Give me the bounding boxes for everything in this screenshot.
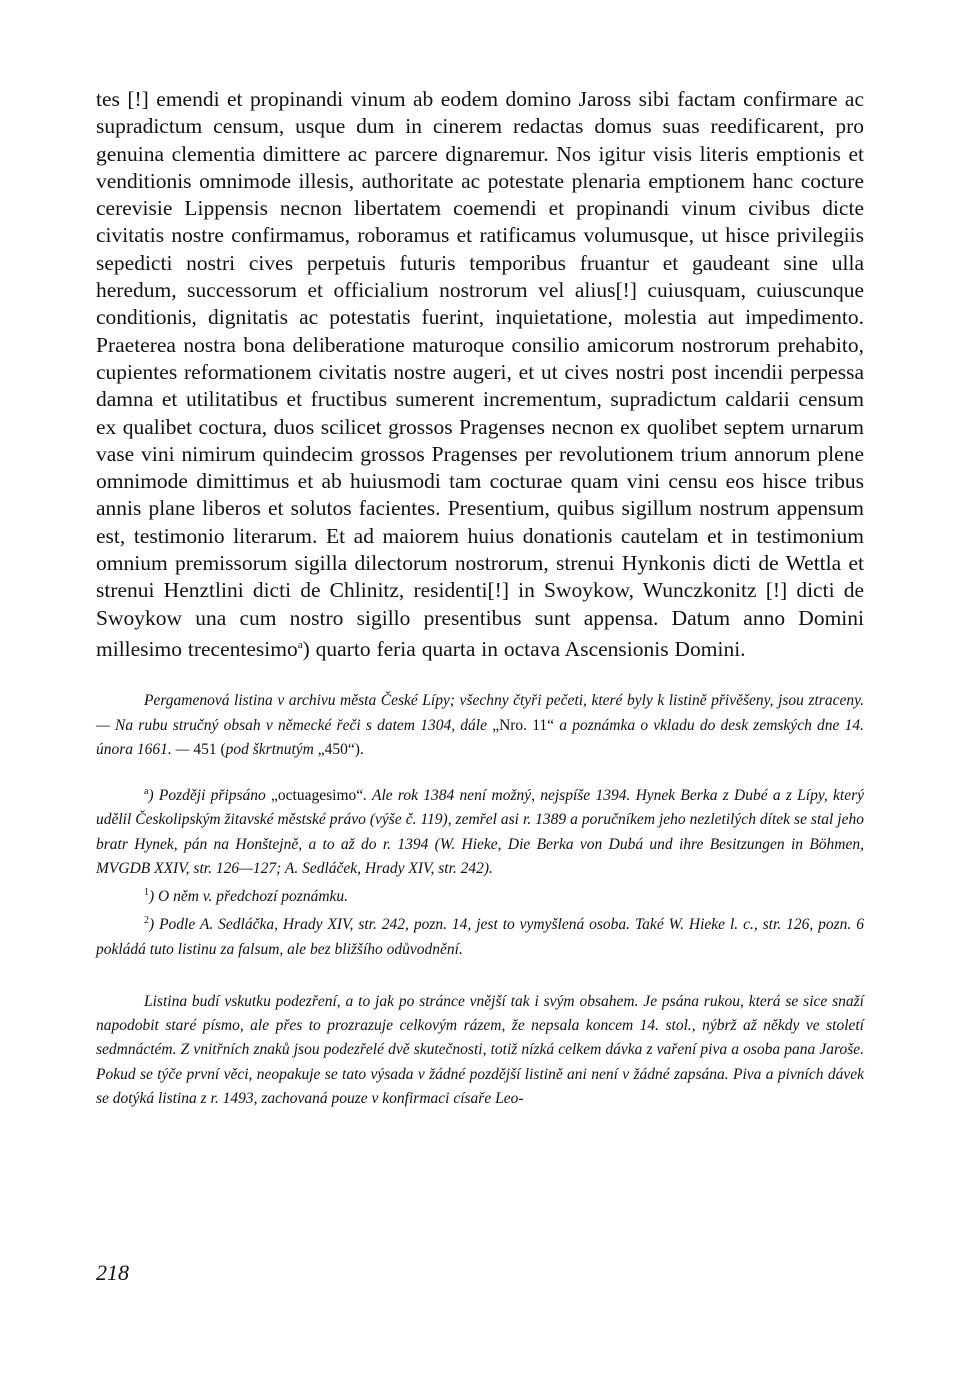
commentary-text: Listina budí vskutku podezření, a to jak po stránce vnější tak i svým obsahem. Je psána rukou, která se sice snaží napodobit staré písmo, ale přes to prozrazuje celkovým rázem, že nepsala koncem 14. stol., nýbrž až někdy ve století sedmnáctém. Z vnitřních znaků jsou podezřelé dvě skutečnosti, totiž nízká celkem dávka z vaření piva a osoba pana Jaroše. Pokud se týče první věci, neopakuje se tato výsada v žádné pozdější listině ani není v žádné zapsána. Piva a pivních dávek se dotýká listina z r. 1493, zachovaná pouze v konfirmaci císaře Leo- [96, 992, 864, 1107]
source-note-text: a poznámka o vkladu do desk zemských dne 14. února 1661. — [96, 716, 865, 758]
main-text-end: ) quarto feria quarta in octava Ascensionis Domini. [302, 637, 746, 662]
page-number: 218 [96, 1260, 129, 1285]
footnote-marker: 1 [144, 886, 149, 898]
page-content [96, 86, 864, 1111]
notes-block [96, 689, 864, 1111]
source-note-quote: „Nro. 11“ [492, 716, 555, 734]
footnote-text: ) Později připsáno [148, 787, 272, 805]
source-note [96, 689, 864, 762]
footnote-marker: 2 [144, 915, 149, 927]
footnote-ref-a: a [297, 638, 303, 651]
main-paragraph [96, 86, 864, 663]
source-note-text: Pergamenová listina v archivu města České Lípy; všechny čtyři pečeti, které byly k listině přivěšeny, jsou ztraceny. — Na rubu stručný obsah v německé řeči s datem 1304, dále [96, 692, 864, 734]
footnote-text: ) O něm v. předchozí poznámku. [149, 888, 349, 906]
footnote-2 [96, 909, 864, 962]
footnote-quote: „octuagesimo“ [271, 787, 364, 805]
source-note-quote: „450“). [317, 740, 364, 758]
main-text-block [96, 86, 864, 663]
footnote-a [96, 780, 864, 881]
source-note-number: 451 ( [193, 740, 226, 758]
footnote-text: . Ale rok 1384 není možný, nejspíše 1394. Hynek Berka z Dubé a z Lípy, který udělil Českolipským žitavské městské právo (výše č. 119), zemřel asi r. 1389 a poručníkem jeho nezletilých dítek se stal jeho bratr Hynek, pán na Honštejně, a to až do r. 1394 (W. Hieke, Die Berka von Dubá und ihre Besitzungen in Böhmen, MVGDB XXIV, str. 126—127; A. Sedláček, Hrady XIV, str. 242). [96, 787, 864, 877]
source-note-text: pod škrtnutým [225, 740, 318, 758]
footnote-marker: a [144, 786, 149, 797]
main-text: tes [!] emendi et propinandi vinum ab eodem domino Jaross sibi factam confirmare ac supradictum censum, usque dum in cinerem redactas domus suas reedificarent, pro genuina clementia dimittere ac parcere dignaremur. Nos igitur visis literis emptionis et venditionis omnimode illesis, authoritate ac potestate plenaria emptionem hanc cocture cerevisie Lippensis necnon libertatem coemendi et propinandi vinum civibus dicte civitatis nostre confirmamus, roboramus et ratificamus volumusque, ut hisce privilegiis sepedicti nostri cives perpetuis futuris temporibus fruantur et gaudeant sine ulla heredum, successorum et officialium nostrorum vel alius[!] cuiusquam, cuiuscunque conditionis, dignitatis ac potestatis fuerint, inquietatione, molestia aut impedimento. Praeterea nostra bona deliberatione maturoque consilio amicorum nostrorum prehabito, cupientes reformationem civitatis nostre augeri, et ut cives nostri post incendii perpessa damna et utilitatibus et fructibus sumerent incrementum, supradictum caldarii censum ex qualibet coctura, duos scilicet grossos Pragenses necnon ex quolibet septem urnarum vase vini nimirum quindecim grossos Pragenses per revolutionem trium annorum plene omnimode dimittimus et ab huiusmodi tam cocturae quam vini censu eos hisce tribus annis plane liberos et solutos facientes. Presentium, quibus sigillum nostrum appensum est, testimonio literarum. Et ad maiorem huius donationis cautelam et in testimonium omnium premissorum sigilla dilectorum nostrorum, strenui Hynkonis dicti de Wettla et strenui Henztlini dicti de Chlinitz, residenti[!] in Swoykow, Wunczkonitz [!] dicti de Swoykow una cum nostro sigillo presentibus sunt appensa. Datum anno Domini millesimo trecentesimo [96, 87, 864, 662]
footnote-1 [96, 881, 864, 909]
footnote-text: ) Podle A. Sedláčka, Hrady XIV, str. 242, pozn. 14, jest to vymyšlená osoba. Také W. Hieke l. c., str. 126, pozn. 6 pokládá tuto listinu za falsum, ale bez bližšího odůvodnění. [96, 916, 864, 958]
commentary-paragraph [96, 990, 864, 1111]
